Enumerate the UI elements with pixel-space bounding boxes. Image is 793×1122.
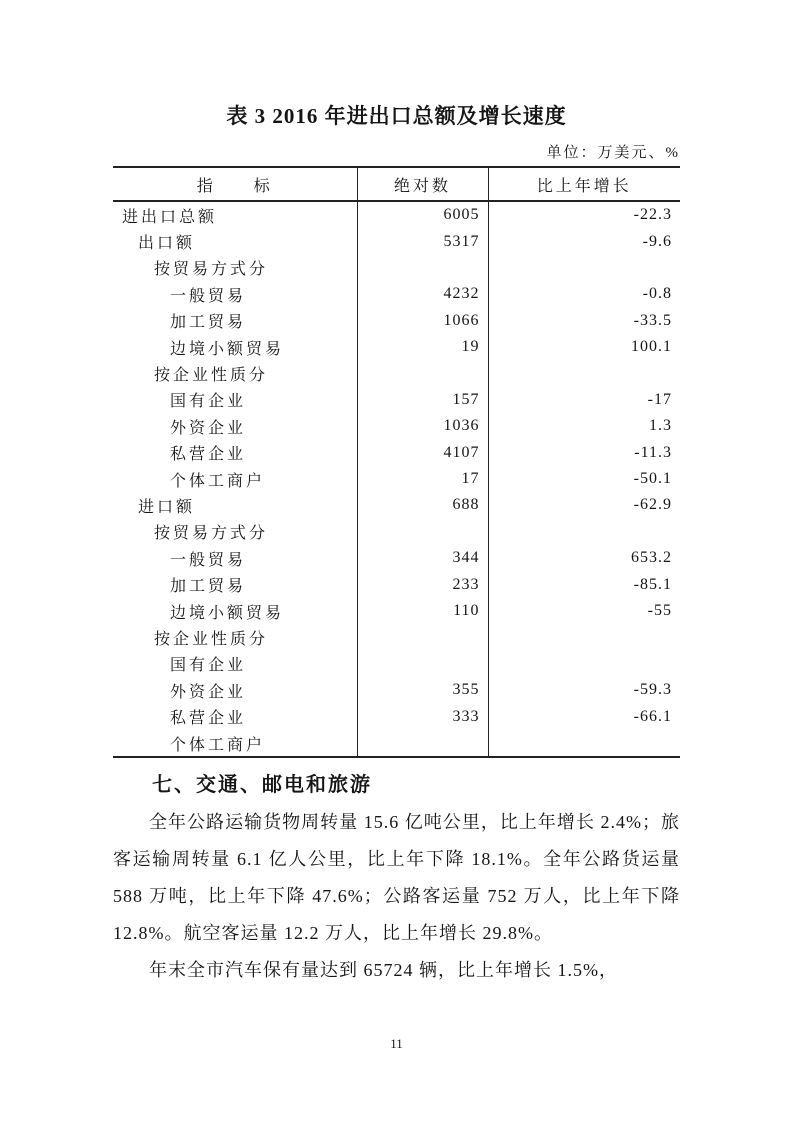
indicator-cell: 加工贸易 xyxy=(170,578,247,596)
indicator-cell: 按企业性质分 xyxy=(154,367,269,385)
growth-value-cell xyxy=(488,624,680,650)
growth-value-cell: -17 xyxy=(488,387,680,413)
table-row xyxy=(113,387,680,413)
absolute-value-cell xyxy=(357,360,488,386)
absolute-value-cell xyxy=(357,730,488,757)
table-row xyxy=(113,651,680,677)
table-row xyxy=(113,730,680,757)
stat-table xyxy=(113,166,680,758)
growth-value-cell: 1.3 xyxy=(488,413,680,439)
absolute-value-cell xyxy=(357,519,488,545)
col-header-growth: 比上年增长 xyxy=(488,167,680,201)
indicator-cell: 私营企业 xyxy=(170,710,247,728)
absolute-value-cell: 4232 xyxy=(357,281,488,307)
growth-value-cell: -50.1 xyxy=(488,466,680,492)
indicator-cell: 加工贸易 xyxy=(170,314,247,332)
table-row xyxy=(113,519,680,545)
indicator-cell: 外资企业 xyxy=(170,419,247,437)
indicator-cell: 国有企业 xyxy=(170,657,247,675)
growth-value-cell xyxy=(488,519,680,545)
growth-value-cell xyxy=(488,730,680,757)
growth-value-cell: -62.9 xyxy=(488,492,680,518)
indicator-cell: 按贸易方式分 xyxy=(154,525,269,543)
absolute-value-cell: 233 xyxy=(357,571,488,597)
absolute-value-cell: 110 xyxy=(357,598,488,624)
paragraph-vehicles: 年末全市汽车保有量达到 65724 辆，比上年增长 1.5%， xyxy=(149,960,618,980)
table-row xyxy=(113,201,680,228)
absolute-value-cell: 1066 xyxy=(357,308,488,334)
unit-note: 单位：万美元、% xyxy=(546,145,680,161)
growth-value-cell: 100.1 xyxy=(488,334,680,360)
growth-value-cell: -85.1 xyxy=(488,571,680,597)
growth-value-cell: -22.3 xyxy=(488,201,680,228)
absolute-value-cell: 157 xyxy=(357,387,488,413)
col-header-indicator: 指 标 xyxy=(113,167,357,201)
absolute-value-cell xyxy=(357,624,488,650)
indicator-cell: 外资企业 xyxy=(170,683,247,701)
table-row xyxy=(113,255,680,281)
growth-value-cell: -9.6 xyxy=(488,228,680,254)
table-row xyxy=(113,703,680,729)
growth-value-cell: -11.3 xyxy=(488,440,680,466)
absolute-value-cell: 5317 xyxy=(357,228,488,254)
growth-value-cell: -0.8 xyxy=(488,281,680,307)
table-row xyxy=(113,440,680,466)
indicator-cell: 国有企业 xyxy=(170,393,247,411)
absolute-value-cell xyxy=(357,651,488,677)
table-row xyxy=(113,545,680,571)
table-row xyxy=(113,228,680,254)
indicator-cell: 一般贸易 xyxy=(170,287,247,305)
indicator-cell: 一般贸易 xyxy=(170,551,247,569)
absolute-value-cell: 344 xyxy=(357,545,488,571)
indicator-cell: 按贸易方式分 xyxy=(154,261,269,279)
table-row xyxy=(113,360,680,386)
indicator-cell: 边境小额贸易 xyxy=(170,604,285,622)
growth-value-cell xyxy=(488,360,680,386)
absolute-value-cell xyxy=(357,255,488,281)
table-row xyxy=(113,598,680,624)
table-title: 表 3 2016 年进出口总额及增长速度 xyxy=(226,104,567,128)
absolute-value-cell: 1036 xyxy=(357,413,488,439)
absolute-value-cell: 4107 xyxy=(357,440,488,466)
indicator-cell: 个体工商户 xyxy=(170,472,266,490)
indicator-cell: 边境小额贸易 xyxy=(170,340,285,358)
indicator-cell: 进口额 xyxy=(138,498,196,516)
indicator-cell: 出口额 xyxy=(138,235,196,253)
growth-value-cell: -55 xyxy=(488,598,680,624)
growth-value-cell: -59.3 xyxy=(488,677,680,703)
absolute-value-cell: 6005 xyxy=(357,201,488,228)
absolute-value-cell: 17 xyxy=(357,466,488,492)
indicator-cell: 按企业性质分 xyxy=(154,630,269,648)
indicator-cell: 进出口总额 xyxy=(122,208,218,226)
growth-value-cell: -33.5 xyxy=(488,308,680,334)
paragraph-transport: 全年公路运输货物周转量 15.6 亿吨公里，比上年增长 2.4%；旅客运输周转量 6.1 亿人公里，比上年下降 18.1%。全年公路货运量 588 万吨，比上年下降 47.6%；公路客运量 752 万人，比上年下降 12.8%。航空客运量 12.2 万人，比上年增长 29.8%。 xyxy=(113,812,680,943)
table-row xyxy=(113,571,680,597)
indicator-cell: 私营企业 xyxy=(170,446,247,464)
table-row xyxy=(113,281,680,307)
growth-value-cell xyxy=(488,255,680,281)
indicator-cell: 个体工商户 xyxy=(170,736,266,754)
table-row xyxy=(113,413,680,439)
absolute-value-cell: 688 xyxy=(357,492,488,518)
table-row xyxy=(113,677,680,703)
page-number: 11 xyxy=(390,1036,403,1051)
absolute-value-cell: 355 xyxy=(357,677,488,703)
growth-value-cell xyxy=(488,651,680,677)
section-heading: 七、交通、邮电和旅游 xyxy=(152,774,372,796)
col-header-absolute: 绝对数 xyxy=(357,167,488,201)
table-row xyxy=(113,466,680,492)
body-text xyxy=(113,804,680,989)
table-row xyxy=(113,492,680,518)
table-header-row xyxy=(113,167,680,201)
growth-value-cell: 653.2 xyxy=(488,545,680,571)
table-row xyxy=(113,624,680,650)
table-row xyxy=(113,334,680,360)
growth-value-cell: -66.1 xyxy=(488,703,680,729)
table-row xyxy=(113,308,680,334)
absolute-value-cell: 19 xyxy=(357,334,488,360)
absolute-value-cell: 333 xyxy=(357,703,488,729)
